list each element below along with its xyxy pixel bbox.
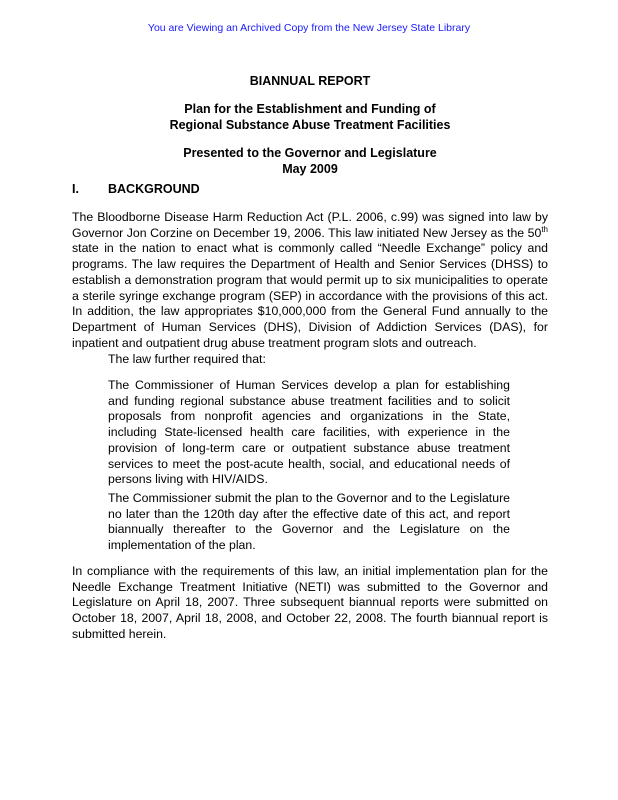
presented-title	[72, 145, 548, 177]
presented-title-line1: Presented to the Governor and Legislature	[183, 146, 437, 160]
requirement-submit-paragraph: The Commissioner submit the plan to the Governor and to the Legislature no later than the 120th day after the effective date of this act, and report biannually thereafter to the Governor and the Legislature on the implementation of the plan.	[108, 491, 510, 553]
compliance-paragraph: In compliance with the requirements of this law, an initial implementation plan for the Needle Exchange Treatment Initiative (NETI) was submitted to the Governor and Legislature on April 18, 2007. Three subsequent biannual reports were submitted on October 18, 2007, April 18, 2008, and October 22, 2008. The fourth biannual report is submitted herein.	[72, 564, 548, 641]
law-required-intro: The law further required that:	[108, 352, 266, 366]
requirement-plan-paragraph: The Commissioner of Human Services develop a plan for establishing and funding regional substance abuse treatment facilities and to solicit proposals from nonprofit agencies and organizations in the State, including State-licensed health care facilities, with experience in the provision of long-term care or outpatient substance abuse treatment services to meet the post-acute health, social, and educational needs of persons living with HIV/AIDS.	[108, 378, 510, 487]
background-paragraph	[72, 210, 548, 351]
section-number: I.	[72, 182, 79, 196]
presented-title-line2: May 2009	[282, 162, 338, 176]
plan-title-line2: Regional Substance Abuse Treatment Facilities	[169, 118, 451, 132]
ordinal-suffix: th	[541, 224, 548, 234]
archive-notice: You are Viewing an Archived Copy from the New Jersey State Library	[147, 22, 471, 34]
background-text-part1: The Bloodborne Disease Harm Reduction Act (P.L. 2006, c.99) was signed into law by Governor Jon Corzine on December 19, 2006. This law initiated New Jersey as the 50	[72, 210, 548, 240]
background-text-part2: state in the nation to enact what is commonly called “Needle Exchange” policy and programs. The law requires the Department of Health and Senior Services (DHSS) to establish a demonstration program that would permit up to six municipalities to operate a sterile syringe exchange program (SEP) in accordance with the provisions of this act. In addition, the law appropriates $10,000,000 from the General Fund annually to the Department of Human Services (DHS), Division of Addiction Services (DAS), for inpatient and outpatient drug abuse treatment program slots and outreach.	[72, 241, 548, 350]
report-title: BIANNUAL REPORT	[249, 74, 371, 88]
section-title: BACKGROUND	[108, 182, 200, 196]
section-heading	[72, 182, 548, 196]
plan-title-line1: Plan for the Establishment and Funding of	[184, 102, 436, 116]
plan-title	[72, 101, 548, 133]
